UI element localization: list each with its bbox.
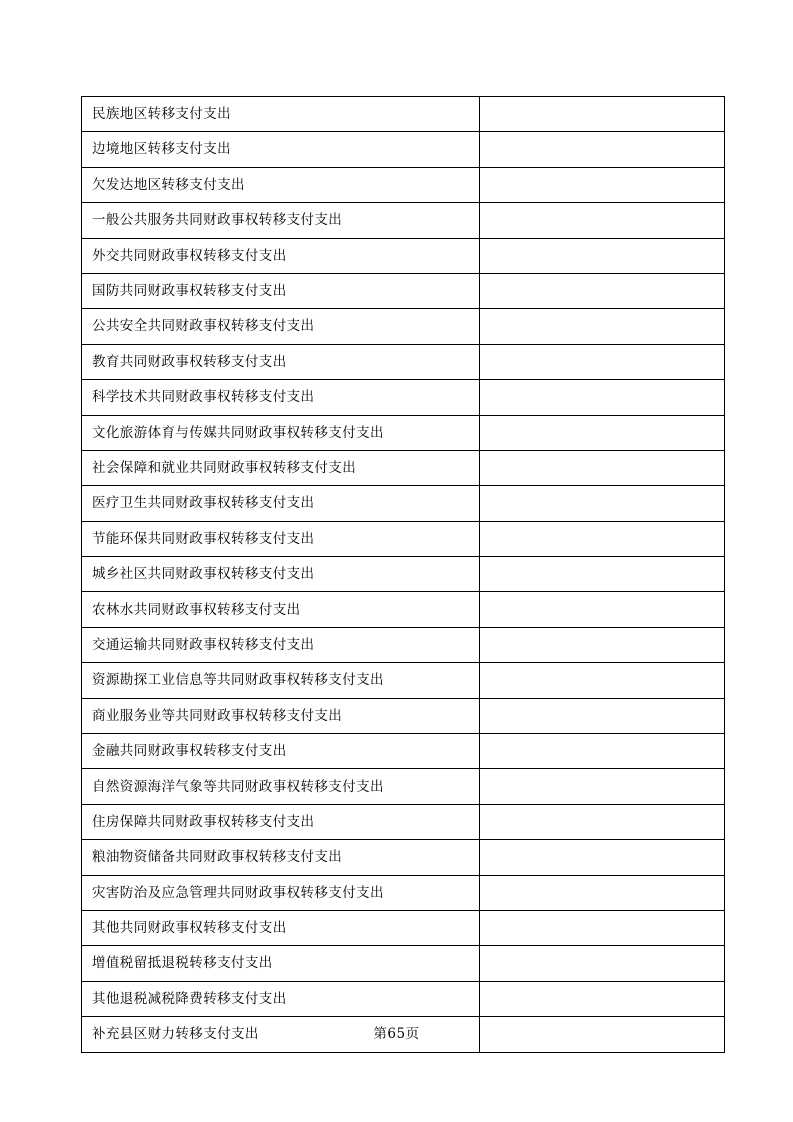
table-body xyxy=(82,97,725,1053)
row-label-cell: 补充县区财力转移支付支出 xyxy=(82,1017,480,1052)
row-value-cell xyxy=(480,592,725,627)
row-value-cell xyxy=(480,946,725,981)
row-value-cell xyxy=(480,203,725,238)
row-value-cell xyxy=(480,380,725,415)
row-label-cell: 金融共同财政事权转移支付支出 xyxy=(82,734,480,769)
table-row xyxy=(82,663,725,698)
row-label-cell: 边境地区转移支付支出 xyxy=(82,132,480,167)
table-row xyxy=(82,521,725,556)
table-row xyxy=(82,132,725,167)
page-number-footer: 第65页 xyxy=(373,1026,420,1042)
row-value-cell xyxy=(480,663,725,698)
row-label-cell: 自然资源海洋气象等共同财政事权转移支付支出 xyxy=(82,769,480,804)
row-value-cell xyxy=(480,309,725,344)
table-row xyxy=(82,627,725,662)
row-value-cell xyxy=(480,344,725,379)
row-label-cell: 科学技术共同财政事权转移支付支出 xyxy=(82,380,480,415)
table-row xyxy=(82,167,725,202)
row-label-cell: 社会保障和就业共同财政事权转移支付支出 xyxy=(82,450,480,485)
table-row xyxy=(82,840,725,875)
row-value-cell xyxy=(480,238,725,273)
table-row xyxy=(82,804,725,839)
row-label-cell: 城乡社区共同财政事权转移支付支出 xyxy=(82,557,480,592)
row-label-cell: 其他退税减税降费转移支付支出 xyxy=(82,981,480,1016)
row-value-cell xyxy=(480,910,725,945)
row-value-cell xyxy=(480,698,725,733)
row-label-cell: 民族地区转移支付支出 xyxy=(82,97,480,132)
row-label-cell: 商业服务业等共同财政事权转移支付支出 xyxy=(82,698,480,733)
table-row xyxy=(82,344,725,379)
row-value-cell xyxy=(480,273,725,308)
row-label-cell: 外交共同财政事权转移支付支出 xyxy=(82,238,480,273)
row-label-cell: 欠发达地区转移支付支出 xyxy=(82,167,480,202)
row-label-cell: 农林水共同财政事权转移支付支出 xyxy=(82,592,480,627)
table-row xyxy=(82,698,725,733)
budget-table-container xyxy=(81,96,712,1053)
table-row xyxy=(82,486,725,521)
row-value-cell xyxy=(480,415,725,450)
row-value-cell xyxy=(480,557,725,592)
table-row xyxy=(82,380,725,415)
row-label-cell: 资源勘探工业信息等共同财政事权转移支付支出 xyxy=(82,663,480,698)
table-row xyxy=(82,557,725,592)
row-label-cell: 国防共同财政事权转移支付支出 xyxy=(82,273,480,308)
table-row xyxy=(82,273,725,308)
row-label-cell: 灾害防治及应急管理共同财政事权转移支付支出 xyxy=(82,875,480,910)
table-row xyxy=(82,981,725,1016)
table-row xyxy=(82,769,725,804)
row-label-cell: 其他共同财政事权转移支付支出 xyxy=(82,910,480,945)
table-row xyxy=(82,592,725,627)
row-value-cell xyxy=(480,804,725,839)
row-label-cell: 粮油物资储备共同财政事权转移支付支出 xyxy=(82,840,480,875)
row-value-cell xyxy=(480,981,725,1016)
table-row xyxy=(82,875,725,910)
row-label-cell: 教育共同财政事权转移支付支出 xyxy=(82,344,480,379)
row-label-cell: 增值税留抵退税转移支付支出 xyxy=(82,946,480,981)
row-value-cell xyxy=(480,734,725,769)
table-row xyxy=(82,97,725,132)
row-value-cell xyxy=(480,627,725,662)
row-value-cell xyxy=(480,167,725,202)
row-value-cell xyxy=(480,521,725,556)
row-value-cell xyxy=(480,450,725,485)
table-row xyxy=(82,203,725,238)
table-row xyxy=(82,415,725,450)
table-row xyxy=(82,910,725,945)
row-value-cell xyxy=(480,486,725,521)
table-row xyxy=(82,238,725,273)
row-value-cell xyxy=(480,132,725,167)
row-label-cell: 住房保障共同财政事权转移支付支出 xyxy=(82,804,480,839)
row-label-cell: 文化旅游体育与传媒共同财政事权转移支付支出 xyxy=(82,415,480,450)
row-label-cell: 医疗卫生共同财政事权转移支付支出 xyxy=(82,486,480,521)
table-row xyxy=(82,734,725,769)
row-value-cell xyxy=(480,97,725,132)
row-value-cell xyxy=(480,875,725,910)
row-value-cell xyxy=(480,840,725,875)
row-label-cell: 一般公共服务共同财政事权转移支付支出 xyxy=(82,203,480,238)
row-label-cell: 交通运输共同财政事权转移支付支出 xyxy=(82,627,480,662)
table-row xyxy=(82,309,725,344)
table-row xyxy=(82,946,725,981)
transfer-payment-expenditure-table xyxy=(81,96,725,1053)
table-row xyxy=(82,450,725,485)
row-value-cell xyxy=(480,769,725,804)
row-label-cell: 公共安全共同财政事权转移支付支出 xyxy=(82,309,480,344)
row-label-cell: 节能环保共同财政事权转移支付支出 xyxy=(82,521,480,556)
